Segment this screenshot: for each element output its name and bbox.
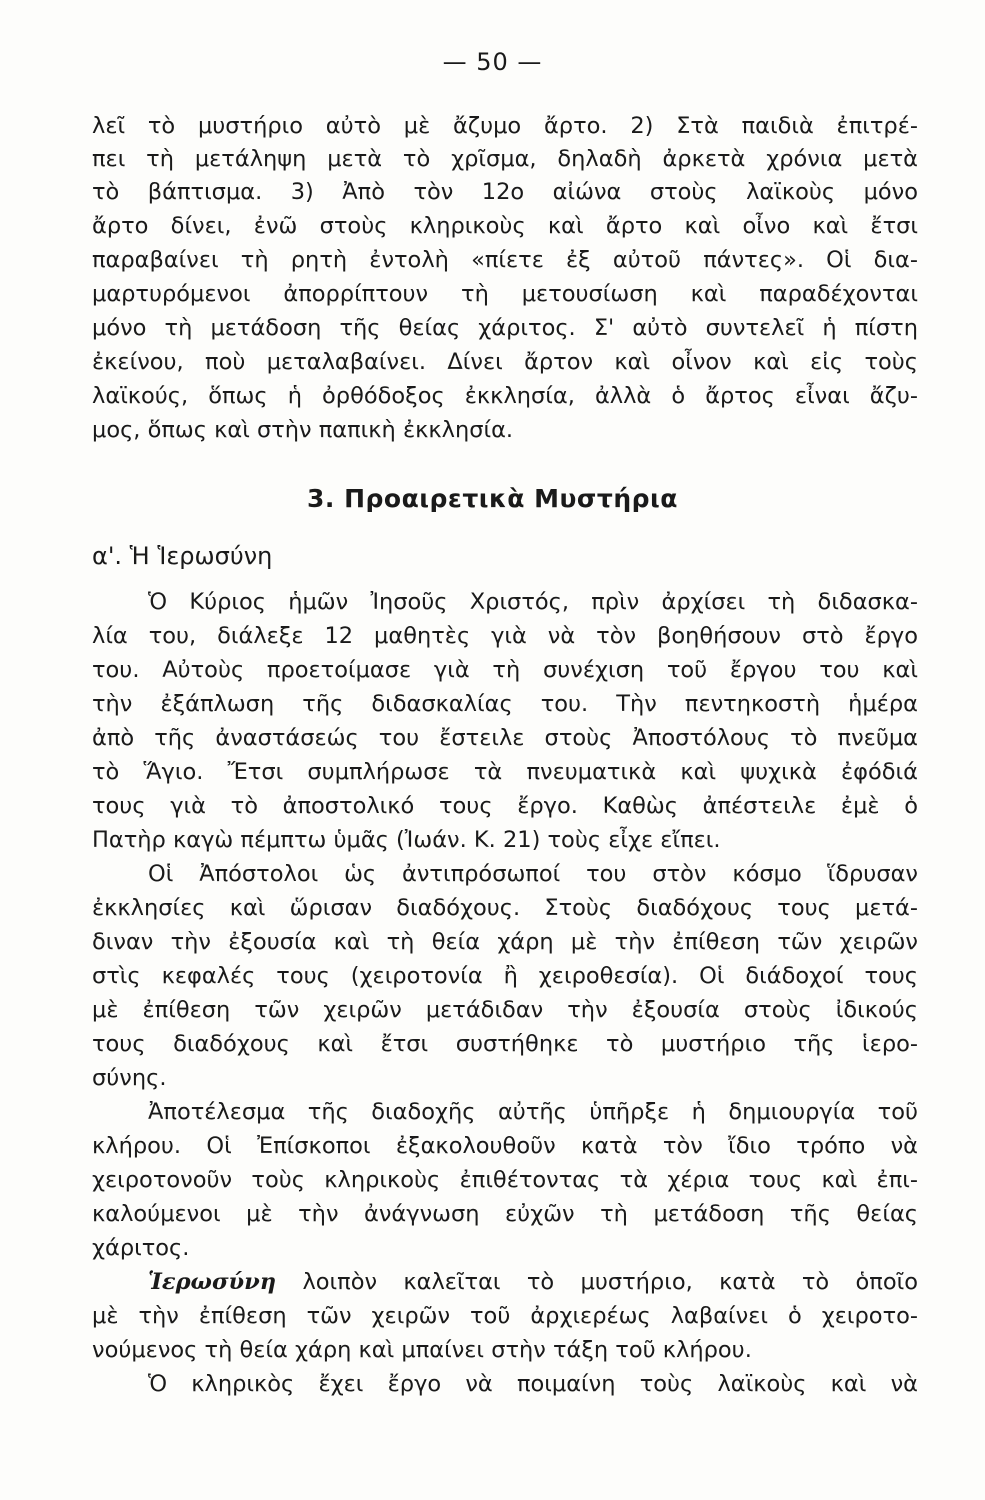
text-line: Ἀποτέλεσμα τῆς διαδοχῆς αὐτῆς ὑπῆρξε ἡ δημιουργία τοῦ [148, 1099, 918, 1125]
page-number: — 50 — [442, 48, 543, 76]
text-line: λαϊκούς, ὅπως ἡ ὀρθόδοξος ἐκκλησία, ἀλλὰ ὁ ἄρτος εἶναι ἄζυ- [92, 383, 918, 409]
text-line: ἀπὸ τῆς ἀναστάσεώς του ἔστειλε στοὺς Ἀποστόλους τὸ πνεῦμα [92, 725, 918, 751]
emphasized-term: Ἱερωσύνη [148, 1269, 277, 1295]
text-line: χειροτονοῦν τοὺς κληρικοὺς ἐπιθέτοντας τὰ χέρια τους καὶ ἐπι- [92, 1167, 918, 1193]
text-line: κλήρου. Οἱ Ἐπίσκοποι ἐξακολουθοῦν κατὰ τὸν ἴδιο τρόπο νὰ [92, 1133, 918, 1159]
text-line: μὲ ἐπίθεση τῶν χειρῶν μετάδιδαν τὴν ἐξουσία στοὺς ἰδικούς [92, 997, 918, 1023]
text-line: μὲ τὴν ἐπίθεση τῶν χειρῶν τοῦ ἀρχιερέως λαβαίνει ὁ χειροτο- [92, 1303, 918, 1329]
text-line: μόνο τὴ μετάδοση τῆς θείας χάριτος. Σ' αὐτὸ συντελεῖ ἡ πίστη [92, 315, 918, 341]
text-line: τὸ βάπτισμα. 3) Ἀπὸ τὸν 12ο αἰώνα στοὺς λαϊκοὺς μόνο [92, 179, 918, 205]
text-line: Πατὴρ καγὼ πέμπτω ὑμᾶς (Ἰωάν. Κ. 21) τοὺς εἶχε εἴπει. [92, 827, 721, 853]
text-line: Ὁ κληρικὸς ἔχει ἔργο νὰ ποιμαίνη τοὺς λαϊκοὺς καὶ νὰ [148, 1371, 918, 1397]
subsection-heading: α'. Ἡ Ἱερωσύνη [92, 542, 273, 570]
text-line: λεῖ τὸ μυστήριο αὐτὸ μὲ ἄζυμο ἄρτο. 2) Στὰ παιδιὰ ἐπιτρέ- [92, 113, 918, 139]
text-line: ἐκείνου, ποὺ μεταλαβαίνει. Δίνει ἄρτον καὶ οἶνον καὶ εἰς τοὺς [92, 349, 918, 375]
text-line: χάριτος. [92, 1235, 190, 1261]
text-line: του. Αὐτοὺς προετοίμασε γιὰ τὴ συνέχιση τοῦ ἔργου του καὶ [92, 657, 918, 683]
text-line: καλούμενοι μὲ τὴν ἀνάγνωση εὐχῶν τὴ μετάδοση τῆς θείας [92, 1201, 918, 1227]
text-line: Οἱ Ἀπόστολοι ὡς ἀντιπρόσωποί του στὸν κόσμο ἵδρυσαν [148, 861, 918, 887]
text-line: τους γιὰ τὸ ἀποστολικό τους ἔργο. Καθὼς ἀπέστειλε ἐμὲ ὁ [92, 793, 918, 819]
text-line: Ὁ Κύριος ἡμῶν Ἰησοῦς Χριστός, πρὶν ἀρχίσει τὴ διδασκα- [148, 589, 918, 615]
text-line [148, 1266, 918, 1299]
text-line: τους διαδόχους καὶ ἔτσι συστήθηκε τὸ μυστήριο τῆς ἱερο- [92, 1031, 918, 1057]
text-line: στὶς κεφαλές τους (χειροτονία ἢ χειροθεσία). Οἱ διάδοχοί τους [92, 963, 918, 989]
text-line: λία του, διάλεξε 12 μαθητὲς γιὰ νὰ τὸν βοηθήσουν στὸ ἔργο [92, 623, 918, 649]
text-line: σύνης. [92, 1065, 167, 1091]
text-line: νούμενος τὴ θεία χάρη καὶ μπαίνει στὴν τάξη τοῦ κλήρου. [92, 1337, 752, 1363]
text-line: μαρτυρόμενοι ἀπορρίπτουν τὴ μετουσίωση καὶ παραδέχονται [92, 281, 918, 307]
text-line: ἄρτο δίνει, ἐνῶ στοὺς κληρικοὺς καὶ ἄρτο καὶ οἶνο καὶ ἔτσι [92, 213, 918, 239]
text-line: πει τὴ μετάληψη μετὰ τὸ χρῖσμα, δηλαδὴ ἀρκετὰ χρόνια μετὰ [92, 146, 918, 172]
text-line: παραβαίνει τὴ ρητὴ ἐντολὴ «πίετε ἐξ αὐτοῦ πάντες». Οἱ δια- [92, 247, 918, 273]
text-line: τὴν ἐξάπλωση τῆς διδασκαλίας του. Τὴν πεντηκοστὴ ἡμέρα [92, 691, 918, 717]
text-line: τὸ Ἅγιο. Ἔτσι συμπλήρωσε τὰ πνευματικὰ καὶ ψυχικὰ ἐφόδιά [92, 759, 918, 785]
section-heading: 3. Προαιρετικὰ Μυστήρια [307, 484, 678, 513]
text-span: λοιπὸν καλεῖται τὸ μυστήριο, κατὰ τὸ ὁποῖο [276, 1269, 918, 1295]
text-line: μος, ὅπως καὶ στὴν παπικὴ ἐκκλησία. [92, 417, 514, 443]
text-line: διναν τὴν ἐξουσία καὶ τὴ θεία χάρη μὲ τὴν ἐπίθεση τῶν χειρῶν [92, 929, 918, 955]
text-line: ἐκκλησίες καὶ ὥρισαν διαδόχους. Στοὺς διαδόχους τους μετά- [92, 895, 918, 921]
